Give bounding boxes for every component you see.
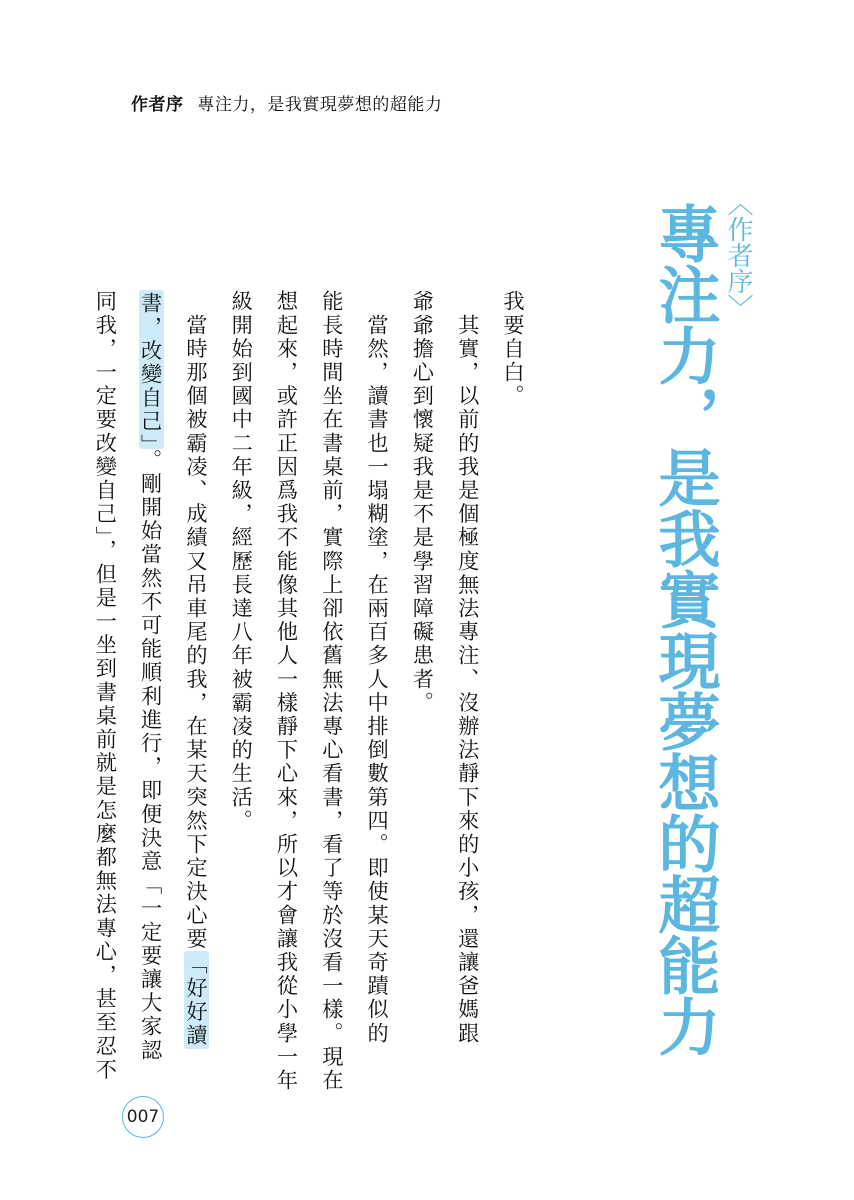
paragraph-9 xyxy=(128,290,173,1063)
paragraph-5: 能長時間坐在書桌前，實際上卻依舊無法專心看書，看了等於沒看一樣。現在 xyxy=(319,290,345,1093)
paragraph-3: 爺爺擔心到懷疑我是不是學習障礙患者。 xyxy=(410,290,436,715)
paragraph-2: 其實，以前的我是個極度無法專注、沒辦法靜下來的小孩，還讓爸媽跟 xyxy=(455,290,481,1046)
highlight-phrase-1: 「好好讀 xyxy=(183,952,209,1048)
paragraph-10: 同我，一定要改變自己」，但是一坐到書桌前就是怎麼都無法專心，甚至忍不 xyxy=(93,290,119,1082)
header-title: 專注力，是我實現夢想的超能力 xyxy=(197,95,443,115)
chapter-title: 專注力，是我實現夢想的超能力 xyxy=(648,202,721,1056)
paragraph-7: 級開始到國中二年級，經歷長達八年被霸凌的生活。 xyxy=(229,290,255,833)
paragraph-6: 想起來，或許正因爲我不能像其他人一樣靜下心來，所以才會讓我從小學一年 xyxy=(274,290,300,1093)
paragraph-1: 我要自白。 xyxy=(501,290,526,408)
chapter-tag: 〈作者序〉 xyxy=(723,190,753,320)
page-number: 007 xyxy=(122,1096,164,1138)
paragraph-8 xyxy=(174,290,219,1048)
paragraph-4: 當然，讀書也一塌糊塗，在兩百多人中排倒數第四。即使某天奇蹟似的 xyxy=(365,290,391,1046)
running-header xyxy=(131,90,442,115)
highlight-phrase-2: 書，改變自己」 xyxy=(138,292,164,447)
paragraph-8-text: 當時那個被霸凌、成績又吊車尾的我，在某天突然下定決心要 xyxy=(183,290,209,951)
header-label: 作者序 xyxy=(131,95,184,115)
body-text xyxy=(83,290,536,1093)
paragraph-9-text: 。剛開始當然不可能順利進行，即便決意「一定要讓大家認 xyxy=(138,448,164,1063)
